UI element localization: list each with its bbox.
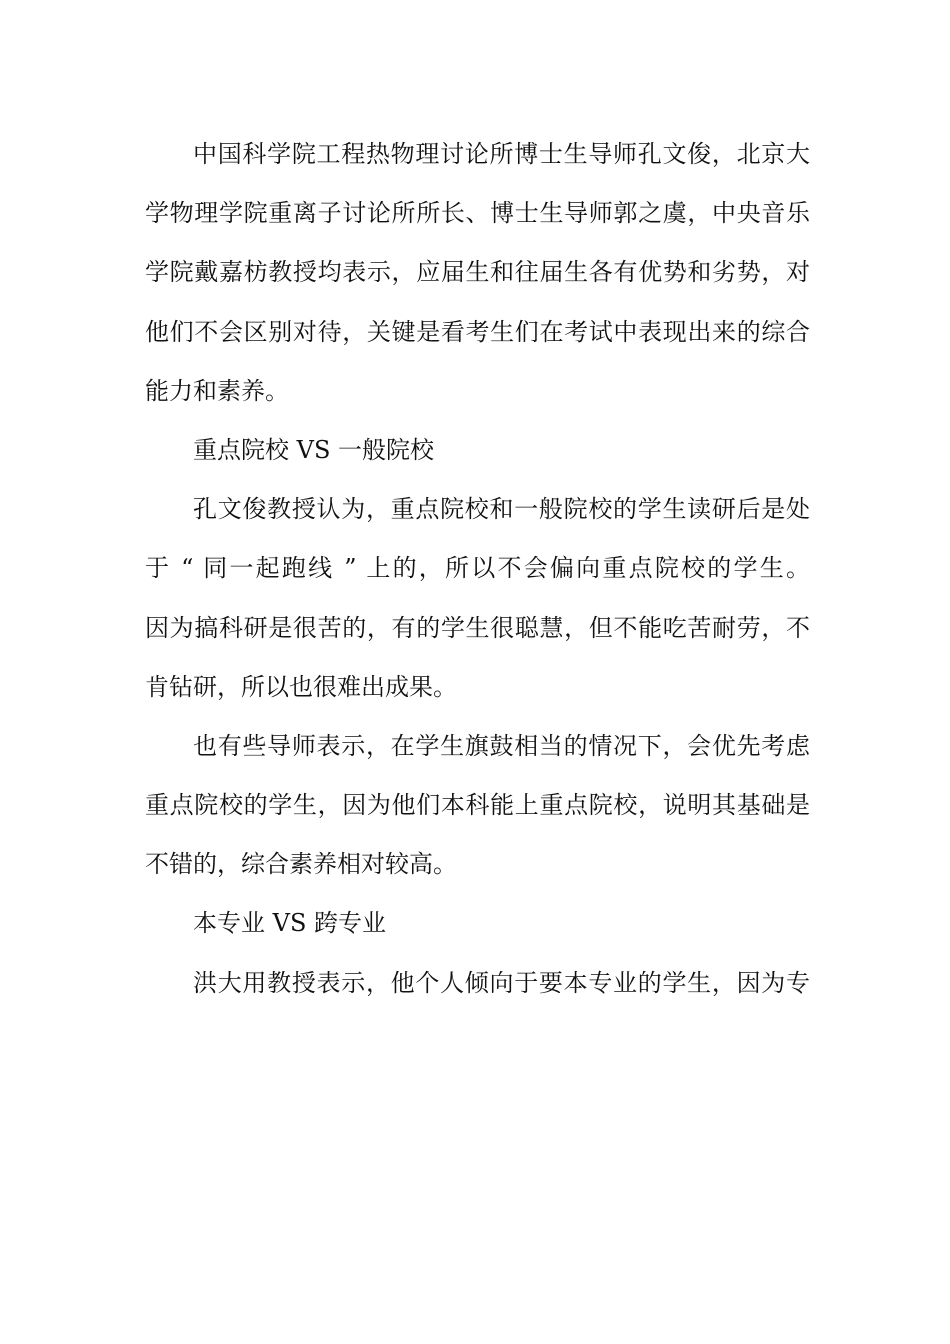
paragraph-1-line-3: 学院戴嘉枋教授均表示，应届生和往届生各有优势和劣势，对 <box>145 258 810 287</box>
paragraph-1-line-2: 学物理学院重离子讨论所所长、博士生导师郭之虞，中央音乐 <box>145 199 810 228</box>
paragraph-1-line-5: 能力和素养。 <box>145 376 289 405</box>
paragraph-1-line-1: 中国科学院工程热物理讨论所博士生导师孔文俊，北京大 <box>193 140 810 168</box>
paragraph-2-line-2: 于 “ 同一起跑线 ” 上的，所以不会偏向重点院校的学生。 <box>145 554 810 583</box>
paragraph-2-line-3: 因为搞科研是很苦的，有的学生很聪慧，但不能吃苦耐劳，不 <box>145 613 810 642</box>
section-heading-key-vs-general: 重点院校 VS 一般院校 <box>193 435 435 464</box>
paragraph-3-line-1: 也有些导师表示，在学生旗鼓相当的情况下，会优先考虑 <box>193 731 810 760</box>
paragraph-3-line-2: 重点院校的学生，因为他们本科能上重点院校，说明其基础是 <box>145 791 810 820</box>
paragraph-4-line-1: 洪大用教授表示，他个人倾向于要本专业的学生，因为专 <box>193 968 810 997</box>
section-heading-major-vs-cross-major: 本专业 VS 跨专业 <box>193 909 387 938</box>
paragraph-2-line-4: 肯钻研，所以也很难出成果。 <box>145 672 457 701</box>
document-body <box>145 125 810 1013</box>
paragraph-1-line-4: 他们不会区别对待，关键是看考生们在考试中表现出来的综合 <box>145 317 810 346</box>
paragraph-3-line-3: 不错的，综合素养相对较高。 <box>145 850 457 879</box>
paragraph-2-line-1: 孔文俊教授认为，重点院校和一般院校的学生读研后是处 <box>193 495 810 524</box>
